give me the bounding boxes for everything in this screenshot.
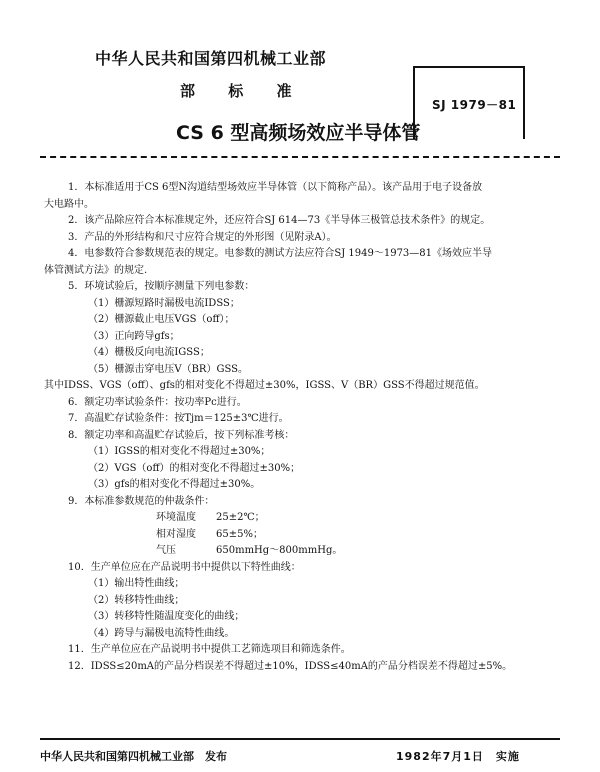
body-line: 3．产品的外形结构和尺寸应符合规定的外形图（见附录A）。 — [68, 231, 337, 243]
body-line: 11．生产单位应在产品说明书中提供工艺筛选项目和筛选条件。 — [68, 644, 351, 655]
body-line: 9．本标准参数规范的仲裁条件： — [68, 495, 215, 507]
body-line: （4）跨导与漏极电流特性曲线。 — [88, 627, 235, 639]
standard-code: SJ 1979－81 — [432, 98, 517, 112]
body-line: （5）栅源击穿电压V（BR）GSS。 — [88, 363, 248, 375]
body-line: 大电路中。 — [44, 198, 94, 210]
body-line: 7．高温贮存试验条件：按Tjm＝125±3℃进行。 — [68, 413, 289, 424]
body-line: 6．额定功率试验条件：按功率Pc进行。 — [68, 396, 247, 408]
body-line: （1）输出特性曲线； — [88, 578, 185, 589]
effective-date: 1982年7月1日 实施 — [396, 750, 520, 763]
body-line: （1）IGSS的相对变化不得超过±30%； — [88, 446, 271, 457]
body-line: （2）转移特性曲线； — [88, 594, 185, 606]
body-line: 气压 650mmHg～800mmHg。 — [156, 545, 343, 556]
body-line: 12．IDSS≤20mA的产品分档误差不得超过±10%，IDSS≤40mA的产品分档误差不得超过±5%。 — [68, 660, 513, 672]
document-body — [44, 180, 558, 675]
body-line: 5．环境试验后，按顺序测量下列电参数： — [68, 281, 255, 292]
body-line: 8．额定功率和高温贮存试验后，按下列标准考核： — [68, 429, 295, 441]
publisher-note: 中华人民共和国第四机械工业部 发布 — [40, 750, 227, 763]
body-line: （2）VGS（off）的相对变化不得超过±30%； — [88, 462, 301, 474]
bottom-divider — [40, 738, 560, 740]
body-line: （3）gfs的相对变化不得超过±30%。 — [88, 479, 261, 490]
body-line: （4）栅极反向电流IGSS； — [88, 347, 210, 358]
document-title: CS 6 型高频场效应半导体管 — [176, 122, 421, 144]
body-line: 其中IDSS、VGS（off）、gfs的相对变化不得超过±30%，IGSS、V（BR）GSS不得超过规范值。 — [44, 380, 485, 391]
standard-type-label: 部 标 准 — [180, 82, 292, 100]
issuing-ministry: 中华人民共和国第四机械工业部 — [95, 49, 327, 68]
body-line: （1）栅源短路时漏极电流IDSS； — [88, 297, 240, 309]
body-line: 10．生产单位应在产品说明书中提供以下特性曲线： — [68, 561, 301, 573]
body-line: （2）栅源截止电压VGS（off）； — [88, 314, 235, 325]
body-line: 2．该产品除应符合本标准规定外，还应符合SJ 614—73《半导体三极管总技术条件》的规定。 — [68, 215, 491, 226]
top-divider — [40, 156, 560, 158]
body-line: 体管测试方法》的规定. — [44, 264, 148, 276]
body-line: （3）转移特性随温度变化的曲线； — [88, 611, 245, 622]
body-line: 4．电参数符合参数规范表的规定。电参数的测试方法应符合SJ 1949～1973—81《场效应半导 — [68, 248, 493, 259]
body-line: 相对湿度 65±5%； — [156, 528, 263, 540]
body-line: 环境温度 25±2℃； — [156, 512, 265, 523]
body-line: 1．本标准适用于CS 6型N沟道结型场效应半导体管（以下简称产品）。该产品用于电子设备放 — [68, 182, 483, 193]
body-line: （3）正向跨导gfs； — [88, 330, 180, 342]
